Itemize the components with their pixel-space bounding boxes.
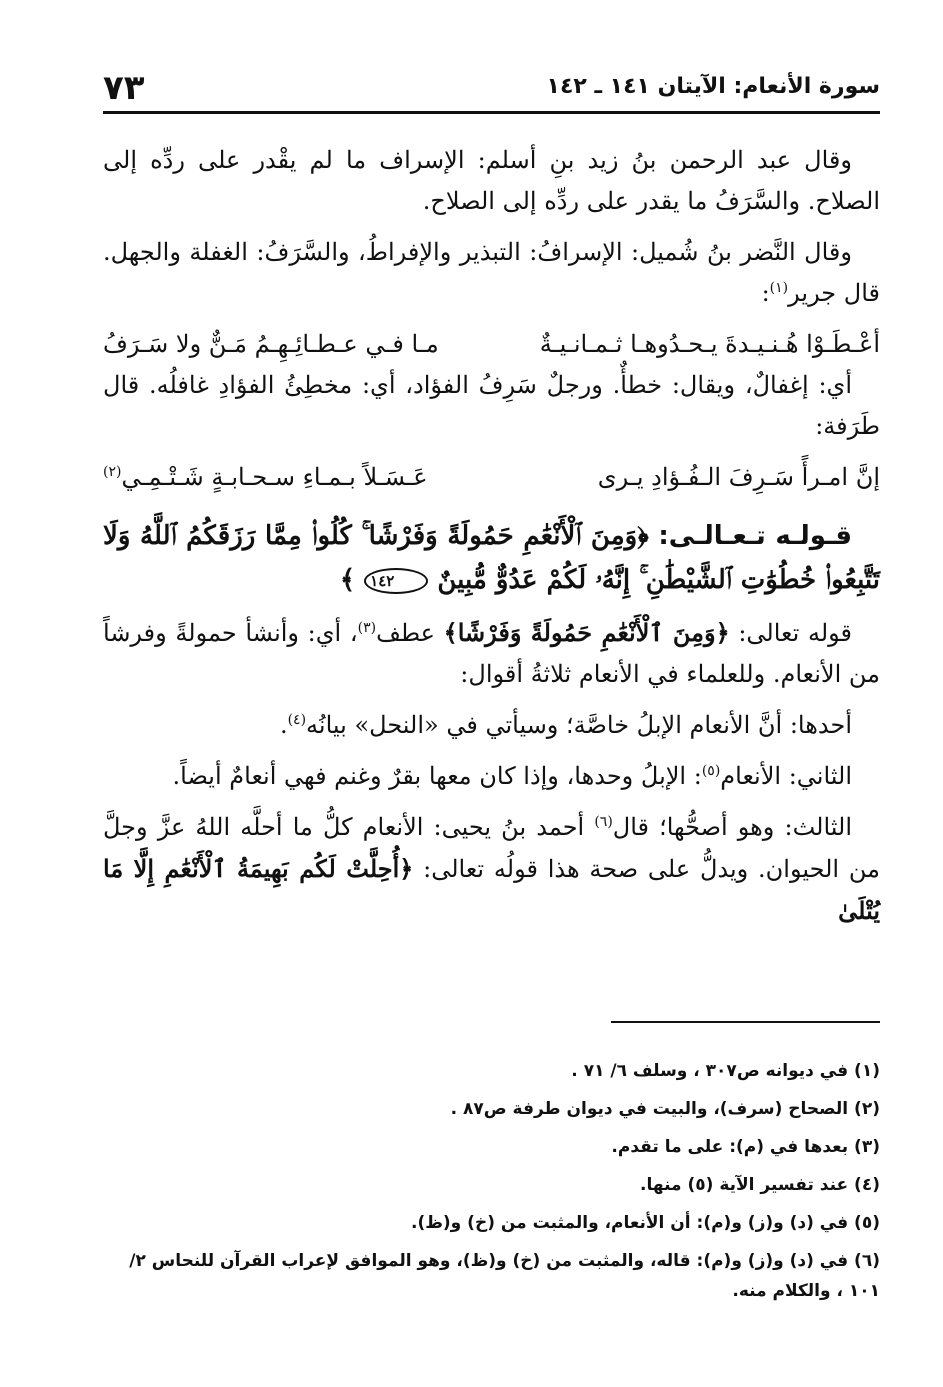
footnote-ref-1: (١) [769,280,789,296]
footnote-separator [611,1021,880,1023]
footnote-3: (٣) بعدها في (م): على ما تقدم. [611,1137,880,1157]
poetry-verse-1 [103,324,880,365]
footnote-ref-4: (٤) [287,712,307,728]
ayah-number-marker: ١٤٢ [364,568,428,594]
paragraph-2-text: وقال النَّضر بنُ شُميل: الإسرافُ: التبذير والإفراطُ، والسَّرَفُ: الغفلة والجهل. قال جرير [103,238,880,307]
p7-lead: الثالث: وهو أصحُّها؛ قال [612,813,853,841]
footnotes [103,1052,880,1306]
footnote-ref-6: (٦) [594,814,613,830]
poetry-verse-2 [103,457,880,498]
page-number: ٧٣ [103,68,145,108]
footnote-ref-2: (٢) [103,464,122,480]
footnote-5: (٥) في (د) و(ز) و(م): أن الأنعام، والمثبت من (خ) و(ظ). [411,1213,880,1233]
quran-text: ﴿وَمِنَ ٱلْأَنْعَٰمِ حَمُولَةً وَفَرْشًا ۚ كُلُوا۟ مِمَّا رَزَقَكُمُ ٱللَّهُ وَلَا تَتَّبِعُوا۟ خُطُوَٰتِ ٱلشَّيْطَٰنِ ۚ إِنَّهُۥ لَكُمْ عَدُوٌّ مُّبِينٌ [103,521,880,595]
quran-close: ﴾ [339,565,356,595]
paragraph-3: أي: إغفالٌ، ويقال: خطأٌ. ورجلٌ سَرِفُ الفؤاد، أي: مخطِئُ الفؤادِ غافلُه. قال طَرَفة: [103,371,880,440]
p4-quran: ﴿وَمِنَ ٱلْأَنْعَٰمِ حَمُولَةً وَفَرْشًا﴾ [443,618,730,647]
verse-1-first-hemistich: أعْـطَـوْا هُـنـيـدةَ يـحـدُوهـا ثـمـانـيـةٌ [539,330,880,358]
paragraph-5 [103,705,880,746]
footnote-ref-5: (٥) [701,763,721,779]
footnote-6: (٦) في (د) و(ز) و(م): قاله، والمثبت من (خ) و(ظ)، وهو الموافق لإعراب القرآن للنحاس ٢/ ١٠١ ، والكلام منه. [129,1251,880,1301]
verse-1-second-hemistich: مـا فـي عـطـائِـهِـمُ مَـنٌّ ولا سَـرَفُ [103,330,439,358]
p7-quran: ﴿أُحِلَّتْ لَكُم بَهِيمَةُ ٱلْأَنْعَٰمِ إِلَّا مَا يُتْلَىٰ [103,854,880,925]
paragraph-1: وقال عبد الرحمن بنُ زيد بنِ أسلم: الإسراف ما لم يقْدر على ردِّه إلى الصلاح. والسَّرَفُ ما يقدر على ردِّه إلى الصلاح. [103,146,880,215]
verse-2-second-text: عَـسَـلاً بـمـاءِ سـحـابـةٍ شَـتْـمِـي [121,463,428,491]
page-header [103,68,880,112]
verse-2-second-hemistich [103,457,428,498]
paragraph-6 [103,756,880,797]
p4-lead: قوله تعالى: [738,619,852,647]
paragraph-7 [103,807,880,932]
header-rule [103,111,880,114]
p7-rest: أحمد بنُ يحيى: الأنعام كلُّ ما أحلَّه اللهُ عزَّ وجلَّ من الحيوان. ويدلُّ على صحة هذا قولُه تعالى: [103,813,880,883]
p6-rest: : الإبلُ وحدها، وإذا كان معها بقرٌ وغنم فهي أنعامٌ أيضاً. [172,762,702,790]
paragraph-2-end: : [761,279,770,307]
main-text [103,140,880,932]
verse-2-first-hemistich: إنَّ امـرأً سَـرِفَ الـفُـؤادِ يـرى [597,463,880,491]
footnote-ref-3: (٣) [357,620,377,636]
footnote-2: (٢) الصحاح (سرف)، والبيت في ديوان طرفة ص٨٧ . [450,1099,880,1119]
p6-lead: الثاني: الأنعام [720,762,852,790]
p5-text: أحدها: أنَّ الأنعام الإبلُ خاصَّة؛ وسيأتي في «النحل» بيانُه [306,711,852,739]
footnote-4: (٤) عند تفسير الآية (٥) منها. [640,1175,880,1195]
running-title: سورة الأنعام: الآيتان ١٤١ ـ ١٤٢ [546,74,880,99]
p4-rest: ، أي: وأنشأ حمولةً وفرشاً من الأنعام. وللعلماء في الأنعام ثلاثةُ أقوال: [103,619,880,688]
footnote-1: (١) في ديوانه ص٣٠٧ ، وسلف ٦/ ٧١ . [571,1061,880,1081]
p5-end: . [279,711,288,739]
paragraph-4 [103,612,880,695]
quran-lead: قـولـه تـعـالـى: [658,521,853,551]
quran-heading-verse [103,514,880,602]
paragraph-2 [103,232,880,314]
p4-word: عطف [376,619,435,647]
